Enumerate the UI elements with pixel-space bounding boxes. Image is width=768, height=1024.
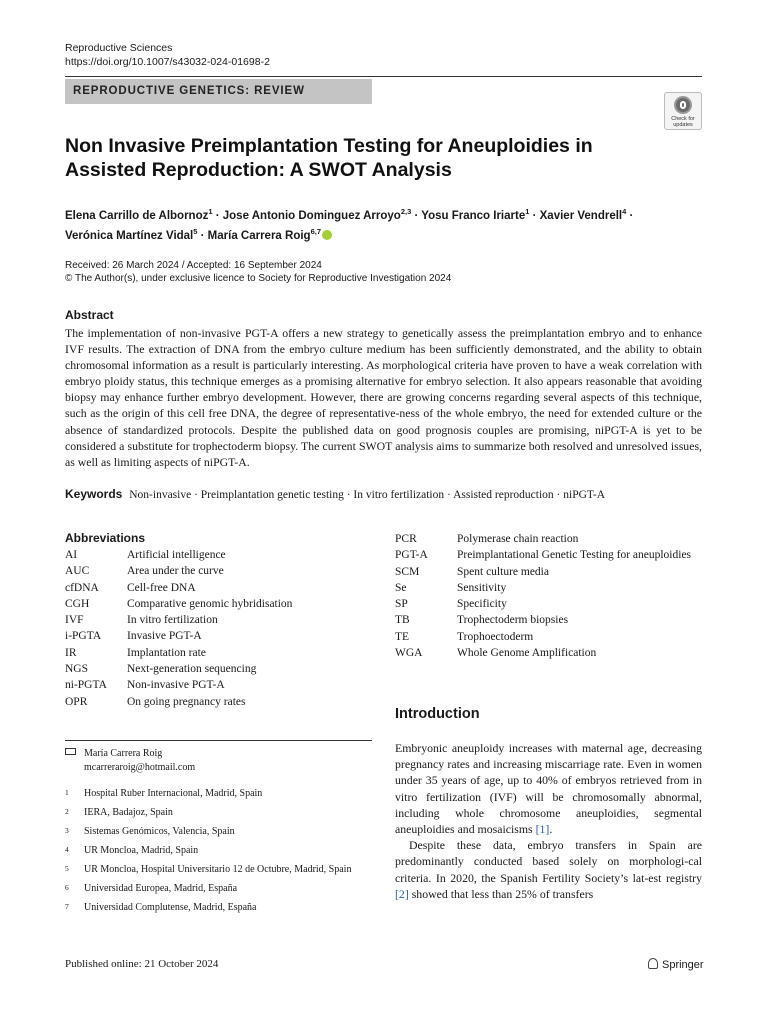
abbr-row — [65, 563, 385, 579]
article-title: Non Invasive Preimplantation Testing for Aneuploidies in Assisted Reproduction: A SWOT Analysis — [65, 135, 593, 181]
affiliation-text: UR Moncloa, Madrid, Spain — [84, 845, 199, 856]
abbr-value: Cell-free DNA — [127, 581, 196, 594]
abbr-key: TB — [395, 614, 410, 627]
affiliation-number: 3 — [65, 826, 69, 835]
abbr-key: IVF — [65, 614, 84, 627]
affiliation-item — [65, 864, 372, 877]
abbr-row — [65, 628, 385, 644]
abbr-key: PCR — [395, 533, 417, 545]
author-affiliation: 4 — [622, 207, 627, 216]
abbr-key: PGT-A — [395, 549, 428, 562]
abbr-value: Spent culture media — [457, 565, 549, 578]
footnote-rule — [65, 740, 372, 741]
abbr-row — [395, 645, 705, 661]
author-name: María Carrera Roig — [207, 229, 311, 242]
abbr-value: Next-generation sequencing — [127, 663, 257, 676]
intro-paragraph: Embryonic aneuploidy increases with maternal age, decreasing pregnancy rates and increasing miscarriage rate. Even in women under 35 years of age, up to 40% of embryos retrieved from in vitro fertilization (IVF) will be chromosomally abnormal, including whole chromosome aneuploidies, segmental aneuploidies and mosaicisms [1]. — [395, 741, 702, 837]
abbr-row — [65, 694, 385, 710]
affiliation-list — [65, 788, 372, 921]
author-list: Elena Carrillo de Albornoz$^1$ · Jose Antonio Dominguez Arroyo$^{2,3}$ · Yosu Franco Iriarte$^1$ · Xavier Vendrell$^4$ · Verónica Martínez Vidal$^5$ · María Carrera Roig$^{6,7}$ — [65, 207, 634, 242]
abbr-row — [395, 580, 705, 596]
abbr-row — [65, 596, 385, 612]
abbr-row — [395, 629, 705, 645]
affiliation-number: 4 — [65, 845, 69, 854]
author-name: Verónica Martínez Vidal — [65, 229, 194, 242]
abbr-row — [65, 677, 385, 693]
correspondence — [65, 747, 372, 775]
abbr-value: Artificial intelligence — [127, 549, 226, 561]
affiliation-item — [65, 883, 372, 896]
orcid-icon[interactable] — [322, 230, 332, 240]
abbr-value: Preimplantational Genetic Testing for aneuploidies — [457, 549, 692, 562]
introduction-heading: Introduction — [395, 706, 480, 722]
abbr-value: Specificity — [457, 598, 507, 611]
abbr-key: CGH — [65, 597, 90, 610]
check-updates-icon — [674, 96, 692, 114]
author-affiliation: 5 — [193, 226, 198, 236]
abbr-row — [65, 645, 385, 661]
affiliation-item — [65, 902, 372, 915]
springer-horse-icon — [648, 958, 658, 969]
abbreviations-heading: Abbreviations — [65, 531, 146, 545]
abbr-value: Non-invasive PGT-A — [127, 679, 225, 692]
received-accepted: Received: 26 March 2024 / Accepted: 16 September 2024 — [65, 260, 322, 271]
abbr-key: AUC — [65, 565, 90, 578]
author-name: Elena Carrillo de Albornoz — [65, 209, 209, 222]
abbr-value: On going pregnancy rates — [127, 695, 246, 708]
affiliation-text: UR Moncloa, Hospital Universitario 12 de Octubre, Madrid, Spain — [84, 864, 352, 875]
author-affiliation: 6,7 — [310, 226, 322, 236]
affiliation-text: Sistemas Genómicos, Valencia, Spain — [84, 826, 235, 837]
intro-p1-text: Embryonic aneuploidy increases with maternal age, decreasing pregnancy rates and increasing miscarriage rate. Even in women under 35 years of age, up to 40% of embryos retrieved from in vitro fertilization (IVF) will be chromosomally abnormal, including whole chromosome aneuploidies, segmental aneuploidies and mosaicisms — [395, 741, 702, 837]
abbr-value: Trophoectoderm — [457, 630, 534, 643]
abbr-value: Implantation rate — [127, 646, 206, 659]
published-online: Published online: 21 October 2024 — [65, 958, 219, 970]
affiliation-text: Universidad Europea, Madrid, España — [84, 883, 238, 894]
abbr-key: Se — [395, 581, 407, 594]
abbr-key: IR — [65, 646, 77, 659]
affiliation-number: 2 — [65, 807, 69, 816]
affiliation-text: Hospital Ruber Internacional, Madrid, Spain — [84, 788, 263, 799]
section-label: REPRODUCTIVE GENETICS: REVIEW — [65, 79, 372, 104]
intro-p2-text-end: showed that less than 25% of transfers — [411, 886, 594, 901]
keywords-text: Non-invasive · Preimplantation genetic testing · In vitro fertilization · Assisted reproduction · niPGT-A — [129, 489, 606, 501]
abstract-heading: Abstract — [65, 308, 114, 322]
abbr-key: cfDNA — [65, 581, 99, 594]
intro-paragraph — [395, 837, 702, 902]
copyright-line: © The Author(s), under exclusive licence to Society for Reproductive Investigation 2024 — [65, 273, 452, 284]
keywords-heading: Keywords — [65, 487, 123, 501]
author-name: Jose Antonio Dominguez Arroyo — [222, 209, 401, 222]
affiliation-item — [65, 845, 372, 858]
abbr-key: OPR — [65, 695, 88, 708]
publisher-logo — [648, 958, 704, 971]
abbr-value: Trophectoderm biopsies — [457, 614, 569, 627]
abbr-value: Whole Genome Amplification — [457, 647, 597, 660]
journal-header — [65, 41, 270, 69]
affiliation-number: 5 — [65, 864, 69, 873]
abbr-key: i-PGTA — [65, 630, 102, 643]
abbr-value: Comparative genomic hybridisation — [127, 597, 293, 610]
affiliation-item — [65, 788, 372, 801]
abbr-row — [395, 531, 705, 547]
author-name: Yosu Franco Iriarte — [421, 209, 526, 222]
abbreviations-right — [395, 531, 705, 661]
check-for-updates-badge[interactable] — [664, 92, 702, 130]
abbr-value: Polymerase chain reaction — [457, 533, 579, 545]
abbr-key: ni-PGTA — [65, 679, 107, 692]
introduction-text — [395, 740, 702, 902]
citation-link[interactable]: [2] — [395, 886, 409, 901]
abbr-row — [65, 547, 385, 563]
abbr-value: Invasive PGT-A — [127, 630, 202, 643]
abbr-row — [395, 612, 705, 628]
mail-icon — [65, 748, 76, 755]
keywords — [65, 486, 705, 503]
abbr-row — [65, 580, 385, 596]
author-affiliation: 1 — [208, 207, 213, 216]
corresponding-author: María Carrera Roig — [84, 748, 163, 759]
abstract-text: The implementation of non-invasive PGT-A offers a new strategy to genetically assess the preimplantation embryo and to enhance IVF results. The extraction of DNA from the embryo culture medium has been sufficiently demonstrated, and the ability to obtain chromosomal information as a result is particularly interesting. As morphological criteria have proven to have a weak correlation with embryo ploidy status, this technique emerges as a promising alternative for embryo selection. It also appears reasonable that avoiding biopsy may enhance further embryo development. However, there are growing concerns regarding several aspects of this technique, such as the origin of this cell free DNA, the degree of representative-ness of the whole embryo, the need for extended culture or the absence of standardized protocols. Despite the published data on good prognosis couples are promising, niPGT-A is yet to be considered a substitute for trophectoderm biopsy. The current SWOT analysis aims to summarize both resolved and unresolved issues, as well as limiting aspects of niPGT-A. — [65, 326, 702, 469]
abbr-key: SCM — [395, 565, 420, 578]
abbr-row — [395, 564, 705, 580]
affiliation-item — [65, 807, 372, 820]
abbr-key: WGA — [395, 647, 423, 660]
abbr-key: AI — [65, 549, 78, 561]
affiliation-text: IERA, Badajoz, Spain — [84, 807, 173, 818]
affiliation-item — [65, 826, 372, 839]
journal-name: Reproductive Sciences — [65, 42, 173, 54]
article-dates — [65, 259, 451, 285]
affiliation-text: Universidad Complutense, Madrid, España — [84, 902, 257, 913]
abbr-key: TE — [395, 630, 410, 643]
author-affiliation: 1 — [525, 207, 530, 216]
affiliation-number: 7 — [65, 902, 69, 911]
affiliation-number: 1 — [65, 788, 69, 797]
abbr-row — [395, 596, 705, 612]
check-updates-label: Check for updates — [671, 116, 695, 128]
citation-link[interactable]: [1] — [535, 822, 550, 837]
publisher-name: Springer — [662, 959, 704, 971]
doi-link[interactable]: https://doi.org/10.1007/s43032-024-01698-2 — [65, 56, 270, 68]
author-name: Xavier Vendrell — [539, 209, 623, 222]
abbr-row — [65, 612, 385, 628]
abbr-value: Area under the curve — [127, 565, 224, 578]
corresponding-email[interactable]: mcarreraroig@hotmail.com — [84, 762, 196, 773]
abbr-value: In vitro fertilization — [127, 614, 218, 627]
header-rule — [65, 76, 702, 77]
abbr-row — [65, 661, 385, 677]
abbr-value: Sensitivity — [457, 581, 507, 594]
abbreviations-left — [65, 547, 385, 710]
affiliation-number: 6 — [65, 883, 69, 892]
intro-p2-text: Despite these data, embryo transfers in Spain are predominantly conducted based solely on morphologi-cal criteria. In 2020, the Spanish Fertility Society’s lat-est registry — [395, 838, 702, 885]
abbr-key: NGS — [65, 663, 89, 676]
abbr-key: SP — [395, 598, 408, 611]
author-affiliation: 2,3 — [400, 207, 412, 216]
abbr-row — [395, 547, 705, 563]
